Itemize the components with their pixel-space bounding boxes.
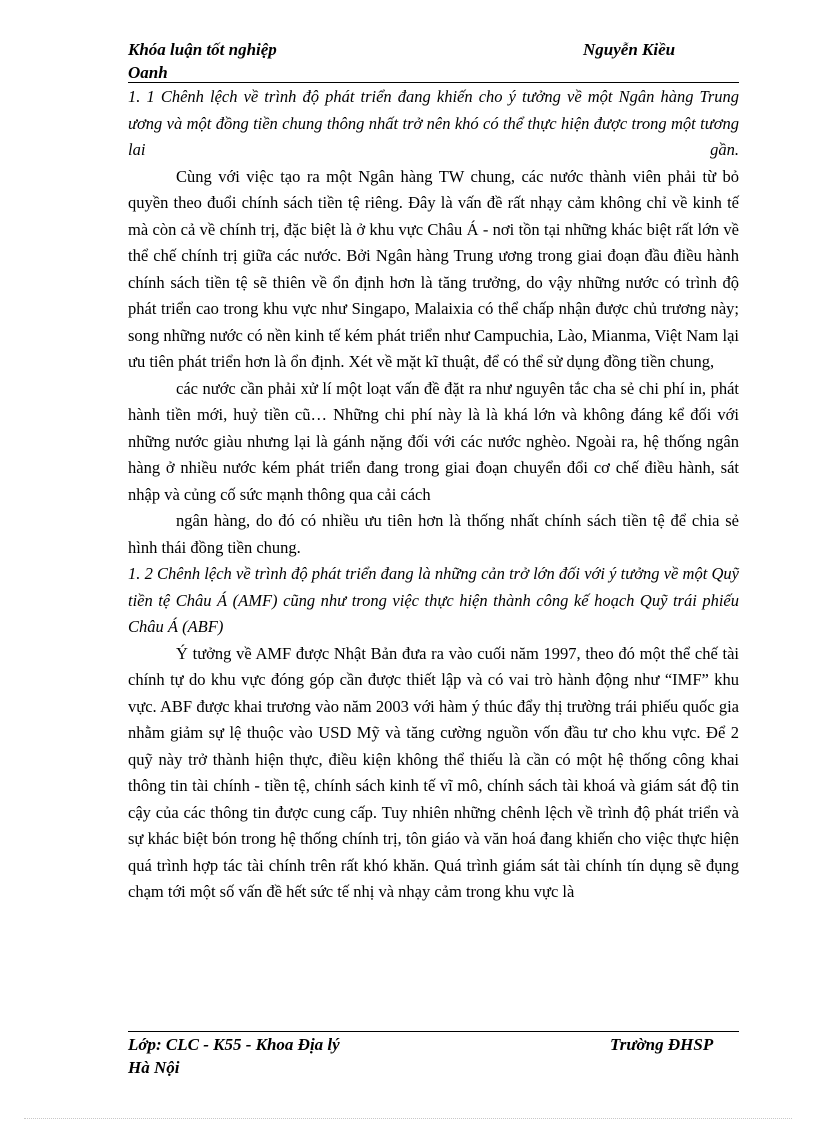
section-heading-1-2: 1. 2 Chênh lệch về trình độ phát triển đang là những cản trở lớn đối với ý tưởng về một Quỹ tiền tệ Châu Á (AMF) cũng như trong việc thực hiện thành công kế hoạch Quỹ trái phiếu Châu Á (ABF) bbox=[128, 564, 739, 636]
document-body bbox=[128, 84, 739, 906]
paragraph-1: Cùng với việc tạo ra một Ngân hàng TW chung, các nước thành viên phải từ bỏ quyền theo đuổi chính sách tiền tệ riêng. Đây là vấn đề rất nhạy cảm không chỉ về kinh tế mà còn cả về chính trị, đặc biệt là ở khu vực Châu Á - nơi tồn tại những khác biệt rất lớn về thể chế chính trị giữa các nước. Bởi Ngân hàng Trung ương trong giai đoạn đầu điều hành chính sách tiền tệ sẽ thiên về ổn định hơn là tăng trưởng, do vậy những nước có trình độ phát triển cao trong khu vực như Singapo, Malaixia có thể chấp nhận được chủ trương này; song những nước có nền kinh tế kém phát triển như Campuchia, Lào, Mianma, Việt Nam lại ưu tiên phát triển hơn là ổn định. Xét về mặt kĩ thuật, để có thể sử dụng đồng tiền chung, bbox=[128, 166, 739, 371]
footer-university: Trường ĐHSP bbox=[610, 1035, 714, 1054]
paragraph-4: Ý tưởng về AMF được Nhật Bản đưa ra vào cuối năm 1997, theo đó một thể chế tài chính tự do khu vực đóng góp cần được thiết lập và có vai trò hành động như “IMF” khu vực. ABF được khai trương vào năm 2003 với hàm ý thúc đẩy thị trường trái phiếu quốc gia nhằm giảm sự lệ thuộc vào USD Mỹ và tăng cường nguồn vốn đầu tư cho khu vực. Để 2 quỹ này trở thành hiện thực, điều kiện không thể thiếu là cần có một hệ thống công khai thông tin tài chính - tiền tệ, chính sách kinh tế vĩ mô, chính sách tài khoá và giám sát độ tin cậy của các thông tin được cung cấp. Tuy nhiên những chênh lệch về trình độ phát triển và sự khác biệt bón trong hệ thống chính trị, tôn giáo và văn hoá đang khiến cho việc thực hiện quá trình hợp tác tài chính trên rất khó khăn. Quá trình giám sát tài chính tín dụng sẽ đụng chạm tới một số vấn đề hết sức tế nhị và nhạy cảm trong khu vực là bbox=[128, 643, 739, 901]
section-heading-1-1: 1. 1 Chênh lệch về trình độ phát triển đang khiến cho ý tưởng về một Ngân hàng Trung ương và một đồng tiền chung thông nhất trở nên khó có thể thực hiện được trong một tương lai gần. bbox=[128, 87, 739, 159]
header-author-name-continued: Oanh bbox=[128, 63, 168, 82]
paragraph-2: các nước cần phải xử lí một loạt vấn đề đặt ra như nguyên tắc cha sẻ chi phí in, phát hành tiền mới, huỷ tiền cũ… Những chi phí này là là khá lớn và không đáng kể đối với những nước giàu nhưng lại là gánh nặng đối với các nước nghèo. Ngoài ra, hệ thống ngân hàng ở nhiều nước kém phát triển đang trong giai đoạn chuyển đổi cơ chế điều hành, sát nhập và củng cố sức mạnh thông qua cải cách bbox=[128, 378, 739, 504]
header-divider bbox=[128, 82, 739, 83]
paragraph-3: ngân hàng, do đó có nhiều ưu tiên hơn là thống nhất chính sách tiền tệ để chia sẻ hình thái đồng tiền chung. bbox=[128, 511, 739, 557]
footer-city: Hà Nội bbox=[128, 1058, 180, 1077]
footer-class-info: Lớp: CLC - K55 - Khoa Địa lý bbox=[128, 1035, 340, 1054]
page-bottom-edge bbox=[24, 1118, 792, 1119]
header-thesis-title: Khóa luận tốt nghiệp bbox=[128, 40, 277, 59]
footer-divider bbox=[128, 1031, 739, 1032]
header-author-name: Nguyễn Kiều bbox=[583, 40, 676, 59]
